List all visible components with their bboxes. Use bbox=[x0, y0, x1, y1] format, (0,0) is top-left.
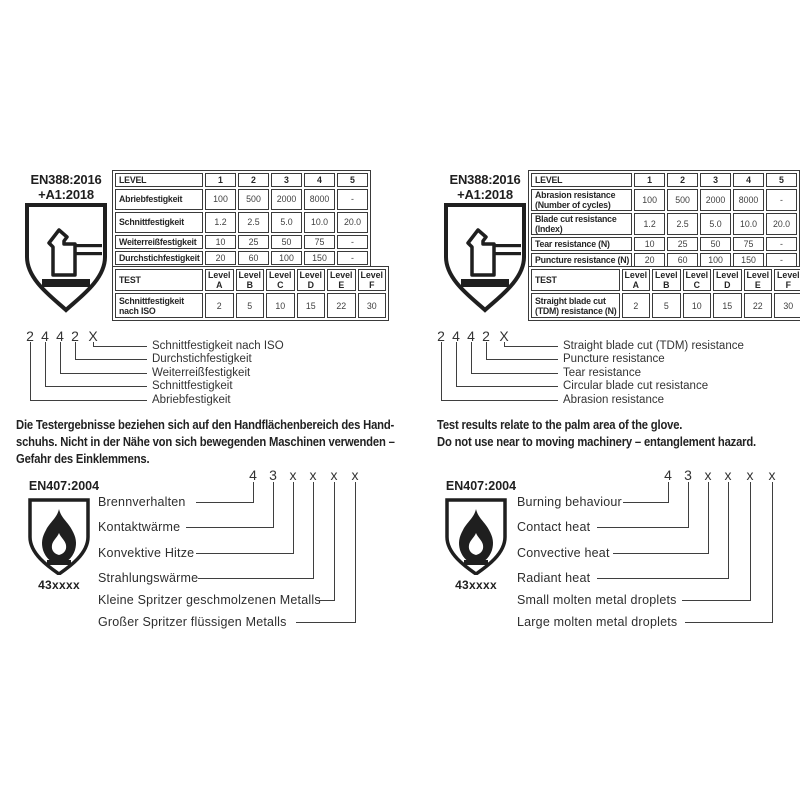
heat-rating-label: Small molten metal droplets bbox=[517, 593, 677, 607]
rating-connector-line bbox=[441, 342, 558, 401]
table-header-cell: 1 bbox=[634, 173, 665, 187]
rating-label: Abriebfestigkeit bbox=[152, 394, 231, 406]
en407-standard-title: EN407:2004 bbox=[28, 479, 100, 493]
rating-digit: 4 bbox=[664, 467, 672, 483]
rating-label: Puncture resistance bbox=[563, 353, 665, 365]
table-cell: 100 bbox=[271, 251, 302, 265]
en388-mechanical-hazard-shield-icon bbox=[22, 201, 110, 315]
table-cell: 500 bbox=[238, 189, 269, 210]
rating-digit: x bbox=[768, 467, 776, 483]
rating-label: Durchstichfestigkeit bbox=[152, 353, 252, 365]
table-cell: - bbox=[337, 189, 368, 210]
rating-label: Abrasion resistance bbox=[563, 394, 664, 406]
heat-rating-label: Kleine Spritzer geschmolzenen Metalls bbox=[98, 593, 321, 607]
table-header-cell: Level B bbox=[652, 269, 681, 291]
table-header-cell: TEST bbox=[531, 269, 620, 291]
table-cell: 60 bbox=[667, 253, 698, 267]
en407-heat-flame-shield-icon bbox=[26, 497, 92, 575]
heat-rating-label: Radiant heat bbox=[517, 571, 591, 585]
rating-label: Schnittfestigkeit nach ISO bbox=[152, 340, 284, 352]
table-header-cell: Level F bbox=[358, 269, 387, 291]
table-cell: 10 bbox=[205, 235, 236, 249]
table-cell: - bbox=[766, 253, 797, 267]
table-header-cell: LEVEL bbox=[531, 173, 632, 187]
table-header-cell: TEST bbox=[115, 269, 203, 291]
en407-rating-code: 43xxxx bbox=[455, 578, 497, 592]
rating-label: Tear resistance bbox=[563, 367, 641, 379]
table-header-cell: 4 bbox=[733, 173, 764, 187]
heat-rating-label: Kontaktwärme bbox=[98, 520, 181, 534]
en388-test-table bbox=[528, 266, 800, 321]
table-header-cell: Level E bbox=[744, 269, 773, 291]
table-cell: Schnittfestigkeit bbox=[115, 212, 203, 233]
table-header-cell: Level D bbox=[713, 269, 742, 291]
rating-connector-line bbox=[296, 482, 356, 623]
en407-standard-title: EN407:2004 bbox=[445, 479, 517, 493]
table-header-cell: Level F bbox=[774, 269, 800, 291]
heat-rating-label: Large molten metal droplets bbox=[517, 615, 678, 629]
table-cell: - bbox=[766, 189, 797, 211]
en388-standard-title: EN388:2016 +A1:2018 bbox=[30, 172, 102, 202]
rating-digit: 4 bbox=[467, 328, 475, 344]
rating-digit: x bbox=[309, 467, 317, 483]
en407-heat-flame-shield-icon bbox=[443, 497, 509, 575]
table-cell: 1.2 bbox=[205, 212, 236, 233]
rating-digit: 2 bbox=[71, 328, 79, 344]
table-cell: 10 bbox=[683, 293, 712, 318]
table-cell: 30 bbox=[774, 293, 800, 318]
table-cell: 5.0 bbox=[271, 212, 302, 233]
table-cell: 25 bbox=[667, 237, 698, 251]
palm-area-note: Test results relate to the palm area of the glove. Do not use near to moving machinery – entanglement hazard. bbox=[437, 418, 757, 449]
table-cell: 22 bbox=[744, 293, 773, 318]
table-header-cell: Level E bbox=[327, 269, 356, 291]
rating-digit: x bbox=[351, 467, 359, 483]
table-cell: 20.0 bbox=[337, 212, 368, 233]
table-header-cell: 3 bbox=[271, 173, 302, 187]
table-cell: 100 bbox=[634, 189, 665, 211]
palm-area-note: Die Testergebnisse beziehen sich auf den Handflächenbereich des Hand- schuhs. Nicht in der Nähe von sich bewegenden Maschinen verwenden – Gefahr des Einklemmens. bbox=[16, 418, 395, 466]
table-cell: Straight blade cut (TDM) resistance (N) bbox=[531, 293, 620, 318]
rating-connector-line bbox=[30, 342, 147, 401]
table-header-cell: 2 bbox=[667, 173, 698, 187]
heat-rating-label: Contact heat bbox=[517, 520, 591, 534]
table-cell: 10.0 bbox=[733, 213, 764, 235]
rating-digit: 4 bbox=[452, 328, 460, 344]
table-header-cell: Level B bbox=[236, 269, 265, 291]
heat-rating-label: Brennverhalten bbox=[98, 495, 186, 509]
rating-digit: 4 bbox=[41, 328, 49, 344]
table-cell: 20 bbox=[205, 251, 236, 265]
table-header-cell: 3 bbox=[700, 173, 731, 187]
heat-rating-label: Convective heat bbox=[517, 546, 610, 560]
table-cell: Abriebfestigkeit bbox=[115, 189, 203, 210]
table-cell: 150 bbox=[304, 251, 335, 265]
table-cell: Durchstichfestigkeit bbox=[115, 251, 203, 265]
rating-digit: x bbox=[704, 467, 712, 483]
rating-digit: 2 bbox=[482, 328, 490, 344]
table-cell: 5 bbox=[236, 293, 265, 318]
table-cell: 75 bbox=[733, 237, 764, 251]
table-cell: 500 bbox=[667, 189, 698, 211]
table-cell: 5.0 bbox=[700, 213, 731, 235]
table-cell: Puncture resistance (N) bbox=[531, 253, 632, 267]
table-cell: 5 bbox=[652, 293, 681, 318]
table-header-cell: 5 bbox=[337, 173, 368, 187]
rating-digit: X bbox=[88, 328, 98, 344]
table-cell: 150 bbox=[733, 253, 764, 267]
table-header-cell: Level A bbox=[205, 269, 234, 291]
table-header-cell: 2 bbox=[238, 173, 269, 187]
heat-rating-label: Burning behaviour bbox=[517, 495, 622, 509]
table-cell: 2.5 bbox=[667, 213, 698, 235]
table-cell: 10.0 bbox=[304, 212, 335, 233]
rating-digit: 2 bbox=[437, 328, 445, 344]
table-cell: Abrasion resistance (Number of cycles) bbox=[531, 189, 632, 211]
table-header-cell: Level A bbox=[622, 269, 651, 291]
table-cell: - bbox=[337, 235, 368, 249]
rating-digit: 4 bbox=[56, 328, 64, 344]
table-header-cell: Level C bbox=[683, 269, 712, 291]
table-cell: Tear resistance (N) bbox=[531, 237, 632, 251]
table-header-cell: LEVEL bbox=[115, 173, 203, 187]
table-cell: 8000 bbox=[733, 189, 764, 211]
table-cell: 20 bbox=[634, 253, 665, 267]
en407-rating-code: 43xxxx bbox=[38, 578, 80, 592]
rating-label: Schnittfestigkeit bbox=[152, 380, 233, 392]
rating-digit: x bbox=[746, 467, 754, 483]
table-cell: Weiterreißfestigkeit bbox=[115, 235, 203, 249]
rating-digit: 3 bbox=[269, 467, 277, 483]
en388-mechanical-hazard-shield-icon bbox=[441, 201, 529, 315]
rating-label: Weiterreißfestigkeit bbox=[152, 367, 251, 379]
en388-level-table bbox=[112, 170, 371, 268]
rating-label: Straight blade cut (TDM) resistance bbox=[563, 340, 744, 352]
heat-rating-label: Großer Spritzer flüssigen Metalls bbox=[98, 615, 287, 629]
heat-rating-label: Strahlungswärme bbox=[98, 571, 199, 585]
table-cell: 25 bbox=[238, 235, 269, 249]
table-header-cell: Level C bbox=[266, 269, 295, 291]
rating-digit: 3 bbox=[684, 467, 692, 483]
rating-label: Circular blade cut resistance bbox=[563, 380, 709, 392]
table-cell: 22 bbox=[327, 293, 356, 318]
rating-digit: 2 bbox=[26, 328, 34, 344]
table-cell: Schnittfestigkeit nach ISO bbox=[115, 293, 203, 318]
table-cell: 2 bbox=[205, 293, 234, 318]
table-cell: 20.0 bbox=[766, 213, 797, 235]
rating-digit: x bbox=[289, 467, 297, 483]
table-cell: 1.2 bbox=[634, 213, 665, 235]
table-cell: 30 bbox=[358, 293, 387, 318]
table-cell: 100 bbox=[700, 253, 731, 267]
table-cell: 10 bbox=[634, 237, 665, 251]
en388-test-table bbox=[112, 266, 389, 321]
table-header-cell: 5 bbox=[766, 173, 797, 187]
table-cell: 2000 bbox=[271, 189, 302, 210]
heat-rating-label: Konvektive Hitze bbox=[98, 546, 195, 560]
rating-digit: x bbox=[330, 467, 338, 483]
table-cell: 8000 bbox=[304, 189, 335, 210]
en388-level-table bbox=[528, 170, 800, 270]
rating-digit: x bbox=[724, 467, 732, 483]
table-cell: 75 bbox=[304, 235, 335, 249]
rating-digit: 4 bbox=[249, 467, 257, 483]
table-header-cell: 4 bbox=[304, 173, 335, 187]
table-header-cell: Level D bbox=[297, 269, 326, 291]
table-cell: 50 bbox=[271, 235, 302, 249]
table-cell: - bbox=[337, 251, 368, 265]
table-cell: 15 bbox=[297, 293, 326, 318]
en388-standard-title: EN388:2016 +A1:2018 bbox=[449, 172, 521, 202]
table-cell: 10 bbox=[266, 293, 295, 318]
table-cell: Blade cut resistance (Index) bbox=[531, 213, 632, 235]
table-cell: 2 bbox=[622, 293, 651, 318]
table-cell: 50 bbox=[700, 237, 731, 251]
table-header-cell: 1 bbox=[205, 173, 236, 187]
table-cell: 2000 bbox=[700, 189, 731, 211]
table-cell: 60 bbox=[238, 251, 269, 265]
table-cell: - bbox=[766, 237, 797, 251]
rating-connector-line bbox=[685, 482, 773, 623]
table-cell: 2.5 bbox=[238, 212, 269, 233]
table-cell: 15 bbox=[713, 293, 742, 318]
rating-digit: X bbox=[499, 328, 509, 344]
table-cell: 100 bbox=[205, 189, 236, 210]
